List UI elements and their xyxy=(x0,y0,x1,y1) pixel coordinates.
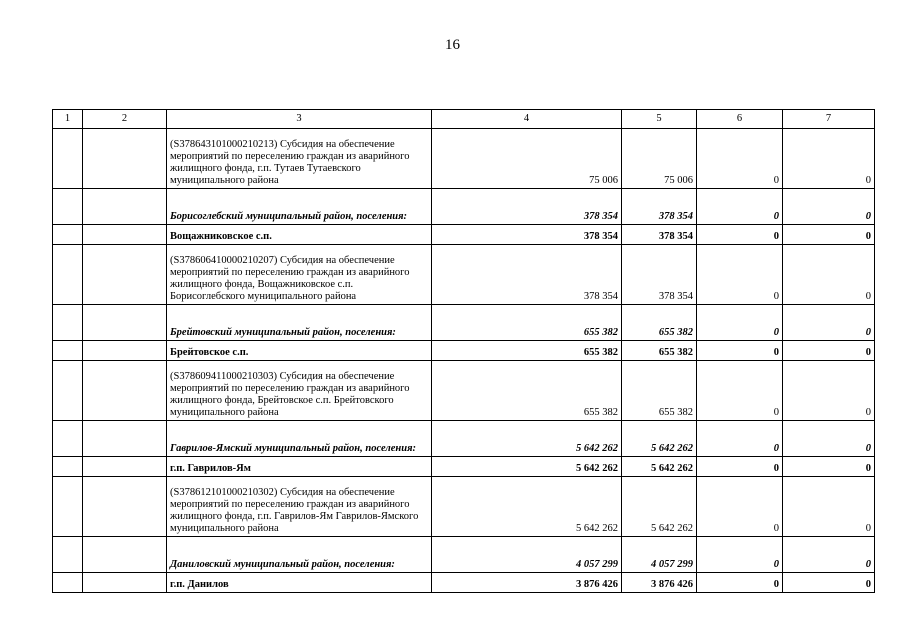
cell-col-7: 0 xyxy=(783,341,875,361)
cell-col-1 xyxy=(53,245,83,305)
cell-col-4: 655 382 xyxy=(432,341,622,361)
row-description: (S378609411000210303) Субсидия на обеспечение мероприятий по переселению граждан из аварийного жилищного фонда, Брейтовское с.п. Брейтовского муниципального района xyxy=(167,361,432,421)
header-col-4: 4 xyxy=(432,110,622,129)
cell-col-1 xyxy=(53,189,83,225)
row-description: Брейтовское с.п. xyxy=(167,341,432,361)
table-row xyxy=(53,361,875,421)
row-description: Гаврилов-Ямский муниципальный район, поселения: xyxy=(167,421,432,457)
row-description: Брейтовский муниципальный район, поселения: xyxy=(167,305,432,341)
cell-col-6: 0 xyxy=(697,477,783,537)
table-body xyxy=(53,129,875,593)
table-row xyxy=(53,477,875,537)
cell-col-7: 0 xyxy=(783,305,875,341)
cell-col-5: 75 006 xyxy=(622,129,697,189)
cell-col-2 xyxy=(83,457,167,477)
cell-col-1 xyxy=(53,457,83,477)
header-col-5: 5 xyxy=(622,110,697,129)
cell-col-6: 0 xyxy=(697,361,783,421)
row-description: Вощажниковское с.п. xyxy=(167,225,432,245)
cell-col-5: 5 642 262 xyxy=(622,457,697,477)
cell-col-1 xyxy=(53,421,83,457)
cell-col-2 xyxy=(83,537,167,573)
row-description: (S378606410000210207) Субсидия на обеспечение мероприятий по переселению граждан из аварийного жилищного фонда, Вощажниковское с.п. Борисоглебского муниципального района xyxy=(167,245,432,305)
cell-col-2 xyxy=(83,245,167,305)
cell-col-2 xyxy=(83,573,167,593)
header-col-7: 7 xyxy=(783,110,875,129)
cell-col-4: 5 642 262 xyxy=(432,477,622,537)
cell-col-6: 0 xyxy=(697,225,783,245)
row-description: Борисоглебский муниципальный район, поселения: xyxy=(167,189,432,225)
cell-col-7: 0 xyxy=(783,421,875,457)
cell-col-2 xyxy=(83,421,167,457)
cell-col-6: 0 xyxy=(697,421,783,457)
row-description: г.п. Данилов xyxy=(167,573,432,593)
row-description: г.п. Гаврилов-Ям xyxy=(167,457,432,477)
table-row xyxy=(53,245,875,305)
table-row xyxy=(53,457,875,477)
cell-col-5: 378 354 xyxy=(622,189,697,225)
row-description: (S378612101000210302) Субсидия на обеспечение мероприятий по переселению граждан из аварийного жилищного фонда, г.п. Гаврилов-Ям Гаврилов-Ямского муниципального района xyxy=(167,477,432,537)
cell-col-7: 0 xyxy=(783,573,875,593)
cell-col-4: 378 354 xyxy=(432,245,622,305)
row-description: Даниловский муниципальный район, поселения: xyxy=(167,537,432,573)
cell-col-5: 5 642 262 xyxy=(622,477,697,537)
cell-col-4: 378 354 xyxy=(432,189,622,225)
cell-col-1 xyxy=(53,477,83,537)
cell-col-1 xyxy=(53,537,83,573)
cell-col-7: 0 xyxy=(783,477,875,537)
cell-col-6: 0 xyxy=(697,245,783,305)
header-col-3: 3 xyxy=(167,110,432,129)
table-row xyxy=(53,305,875,341)
table-row xyxy=(53,225,875,245)
cell-col-4: 655 382 xyxy=(432,361,622,421)
cell-col-7: 0 xyxy=(783,225,875,245)
header-col-6: 6 xyxy=(697,110,783,129)
cell-col-1 xyxy=(53,361,83,421)
cell-col-5: 655 382 xyxy=(622,361,697,421)
header-col-2: 2 xyxy=(83,110,167,129)
cell-col-5: 655 382 xyxy=(622,305,697,341)
cell-col-2 xyxy=(83,341,167,361)
cell-col-7: 0 xyxy=(783,537,875,573)
row-description: (S378643101000210213) Субсидия на обеспечение мероприятий по переселению граждан из аварийного жилищного фонда, г.п. Тутаев Тутаевского муниципального района xyxy=(167,129,432,189)
page-number: 16 xyxy=(445,37,460,53)
table-row xyxy=(53,537,875,573)
table-header-row xyxy=(53,110,875,129)
header-col-1: 1 xyxy=(53,110,83,129)
cell-col-1 xyxy=(53,573,83,593)
cell-col-6: 0 xyxy=(697,305,783,341)
cell-col-6: 0 xyxy=(697,573,783,593)
cell-col-4: 3 876 426 xyxy=(432,573,622,593)
cell-col-4: 5 642 262 xyxy=(432,421,622,457)
budget-table xyxy=(52,109,875,593)
table-row xyxy=(53,421,875,457)
cell-col-2 xyxy=(83,129,167,189)
cell-col-6: 0 xyxy=(697,341,783,361)
cell-col-4: 4 057 299 xyxy=(432,537,622,573)
cell-col-5: 378 354 xyxy=(622,245,697,305)
cell-col-7: 0 xyxy=(783,457,875,477)
cell-col-6: 0 xyxy=(697,537,783,573)
table-row xyxy=(53,189,875,225)
cell-col-7: 0 xyxy=(783,189,875,225)
cell-col-2 xyxy=(83,361,167,421)
cell-col-5: 378 354 xyxy=(622,225,697,245)
table-row xyxy=(53,129,875,189)
cell-col-5: 4 057 299 xyxy=(622,537,697,573)
cell-col-6: 0 xyxy=(697,457,783,477)
cell-col-1 xyxy=(53,129,83,189)
cell-col-4: 655 382 xyxy=(432,305,622,341)
table-row xyxy=(53,341,875,361)
cell-col-7: 0 xyxy=(783,245,875,305)
cell-col-1 xyxy=(53,225,83,245)
cell-col-6: 0 xyxy=(697,129,783,189)
table-row xyxy=(53,573,875,593)
cell-col-7: 0 xyxy=(783,361,875,421)
cell-col-1 xyxy=(53,341,83,361)
cell-col-2 xyxy=(83,305,167,341)
cell-col-6: 0 xyxy=(697,189,783,225)
cell-col-5: 655 382 xyxy=(622,341,697,361)
cell-col-5: 5 642 262 xyxy=(622,421,697,457)
cell-col-4: 75 006 xyxy=(432,129,622,189)
cell-col-7: 0 xyxy=(783,129,875,189)
cell-col-2 xyxy=(83,189,167,225)
cell-col-1 xyxy=(53,305,83,341)
cell-col-5: 3 876 426 xyxy=(622,573,697,593)
cell-col-4: 378 354 xyxy=(432,225,622,245)
cell-col-2 xyxy=(83,225,167,245)
cell-col-4: 5 642 262 xyxy=(432,457,622,477)
cell-col-2 xyxy=(83,477,167,537)
